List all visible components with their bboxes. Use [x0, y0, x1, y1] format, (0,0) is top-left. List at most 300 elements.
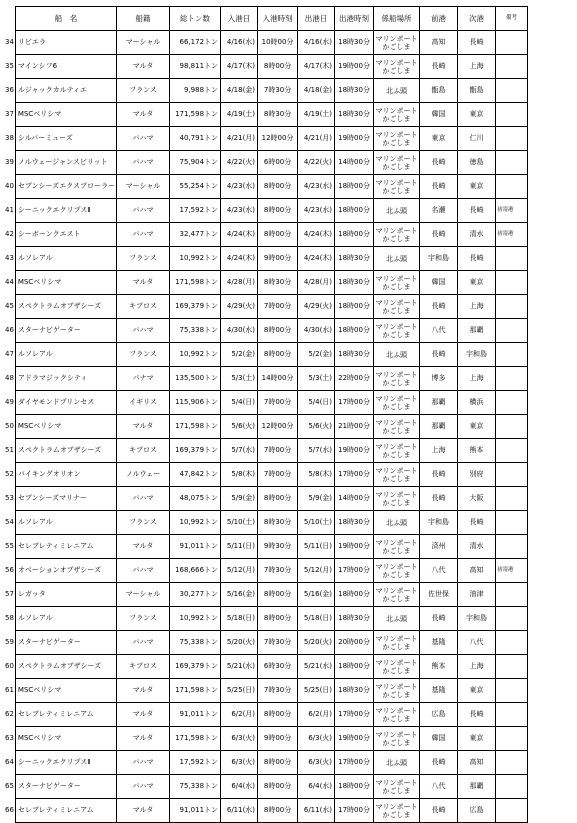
- previous-port-cell: 長崎: [420, 55, 458, 79]
- note-cell: [496, 79, 528, 103]
- previous-port-cell: 宇和島: [420, 511, 458, 535]
- note-cell: [496, 271, 528, 295]
- row-number-cell: 48: [5, 373, 14, 382]
- departure-date-cell: 4/19(土): [298, 103, 335, 127]
- flag-cell: フランス: [117, 79, 170, 103]
- previous-port-cell: 八代: [420, 775, 458, 799]
- next-port-cell: 長崎: [458, 247, 496, 271]
- departure-date-cell: 4/24(木): [298, 247, 335, 271]
- next-port-cell: 大阪: [458, 487, 496, 511]
- next-port-cell: 熊本: [458, 439, 496, 463]
- tonnage-cell: 91,011トン: [170, 535, 221, 559]
- note-cell: [496, 487, 528, 511]
- table-row: [4, 319, 528, 343]
- next-port-cell: 東京: [458, 271, 496, 295]
- arrival-time-cell: 8時00分: [258, 175, 298, 199]
- flag-cell: バハマ: [117, 199, 170, 223]
- table-row: [4, 535, 528, 559]
- next-port-cell: 上海: [458, 655, 496, 679]
- tonnage-cell: 40,791トン: [170, 127, 221, 151]
- next-port-cell: 那覇: [458, 319, 496, 343]
- ship-name-cell: アドラマジックシティ: [15, 367, 116, 391]
- next-port-cell: 広島: [458, 799, 496, 823]
- table-row: [4, 199, 528, 223]
- note-cell: [496, 727, 528, 751]
- ship-name-cell: MSCベリシマ: [15, 415, 116, 439]
- row-number-cell: 34: [5, 37, 14, 46]
- note-cell: [496, 607, 528, 631]
- table-row: [4, 631, 528, 655]
- table-row: [4, 607, 528, 631]
- departure-time-cell: 18時30分: [335, 271, 374, 295]
- next-port-cell: 上海: [458, 367, 496, 391]
- flag-cell: バハマ: [117, 151, 170, 175]
- departure-date-cell: 5/9(金): [298, 487, 335, 511]
- departure-time-cell: 17時00分: [335, 463, 374, 487]
- berth-cell: マリンポート かごしま: [374, 535, 420, 559]
- flag-cell: マルタ: [117, 55, 170, 79]
- arrival-date-cell: 6/11(水): [221, 799, 258, 823]
- table-row: [4, 223, 528, 247]
- next-port-cell: 東京: [458, 175, 496, 199]
- arrival-date-cell: 4/24(木): [221, 223, 258, 247]
- previous-port-cell: 基隆: [420, 679, 458, 703]
- tonnage-cell: 75,338トン: [170, 631, 221, 655]
- previous-port-cell: 済州: [420, 535, 458, 559]
- departure-time-cell: 18時00分: [335, 199, 374, 223]
- ship-name-cell: スターナビゲーター: [15, 775, 116, 799]
- next-port-cell: 東京: [458, 103, 496, 127]
- previous-port-cell: 長崎: [420, 799, 458, 823]
- departure-date-cell: 5/7(水): [298, 439, 335, 463]
- departure-date-cell: 5/6(火): [298, 415, 335, 439]
- next-port-cell: 那覇: [458, 775, 496, 799]
- departure-time-cell: 18時00分: [335, 175, 374, 199]
- departure-date-cell: 4/29(火): [298, 295, 335, 319]
- next-port-cell: 東京: [458, 415, 496, 439]
- table-row: [4, 31, 528, 55]
- flag-cell: バハマ: [117, 751, 170, 775]
- arrival-date-cell: 5/11(日): [221, 535, 258, 559]
- berth-cell: マリンポート かごしま: [374, 439, 420, 463]
- flag-cell: キプロス: [117, 655, 170, 679]
- previous-port-cell: 名瀬: [420, 199, 458, 223]
- departure-date-cell: 4/28(月): [298, 271, 335, 295]
- ship-name-cell: ルソレアル: [15, 247, 116, 271]
- departure-time-cell: 18時30分: [335, 31, 374, 55]
- table-row: [4, 727, 528, 751]
- note-cell: [496, 655, 528, 679]
- next-port-cell: 長崎: [458, 703, 496, 727]
- flag-cell: マルタ: [117, 799, 170, 823]
- ship-name-cell: セブンシーズエクスプローラー: [15, 175, 116, 199]
- table-row: [4, 415, 528, 439]
- arrival-date-cell: 4/19(土): [221, 103, 258, 127]
- arrival-time-cell: 9時00分: [258, 727, 298, 751]
- tonnage-cell: 47,842トン: [170, 463, 221, 487]
- cruise-schedule-table: [4, 6, 528, 823]
- next-port-cell: 東京: [458, 679, 496, 703]
- row-number-cell: 50: [5, 421, 14, 430]
- arrival-time-cell: 8時30分: [258, 511, 298, 535]
- berth-cell: マリンポート かごしま: [374, 127, 420, 151]
- next-port-cell: 上海: [458, 55, 496, 79]
- row-number-cell: 65: [5, 781, 14, 790]
- row-number-cell: 61: [5, 685, 14, 694]
- flag-cell: フランス: [117, 343, 170, 367]
- berth-cell: マリンポート かごしま: [374, 727, 420, 751]
- berth-cell: マリンポート かごしま: [374, 631, 420, 655]
- previous-port-cell: 長崎: [420, 151, 458, 175]
- row-number-cell: 40: [5, 181, 14, 190]
- arrival-time-cell: 12時00分: [258, 127, 298, 151]
- departure-date-cell: 5/11(日): [298, 535, 335, 559]
- departure-date-cell: 5/20(火): [298, 631, 335, 655]
- table-row: [4, 775, 528, 799]
- berth-cell: マリンポート かごしま: [374, 583, 420, 607]
- flag-cell: ノルウェー: [117, 463, 170, 487]
- departure-time-cell: 18時00分: [335, 583, 374, 607]
- tonnage-cell: 171,598トン: [170, 103, 221, 127]
- departure-date-cell: 4/17(木): [298, 55, 335, 79]
- next-port-cell: 東京: [458, 727, 496, 751]
- departure-date-cell: 6/3(火): [298, 727, 335, 751]
- ship-name-cell: スターナビゲーター: [15, 631, 116, 655]
- previous-port-cell: 那覇: [420, 391, 458, 415]
- departure-date-cell: 4/18(金): [298, 79, 335, 103]
- flag-cell: バハマ: [117, 775, 170, 799]
- ship-name-cell: セブンシーズマリナー: [15, 487, 116, 511]
- ship-name-cell: ルソレアル: [15, 511, 116, 535]
- departure-time-cell: 18時30分: [335, 679, 374, 703]
- previous-port-cell: 博多: [420, 367, 458, 391]
- arrival-date-cell: 4/17(木): [221, 55, 258, 79]
- arrival-date-cell: 5/7(水): [221, 439, 258, 463]
- departure-time-cell: 19時00分: [335, 535, 374, 559]
- header-flag: 船籍: [117, 7, 170, 31]
- next-port-cell: 徳島: [458, 151, 496, 175]
- arrival-date-cell: 4/16(水): [221, 31, 258, 55]
- flag-cell: バハマ: [117, 223, 170, 247]
- flag-cell: マルタ: [117, 415, 170, 439]
- previous-port-cell: 東京: [420, 127, 458, 151]
- row-number-cell: 47: [5, 349, 14, 358]
- ship-name-cell: ルソレアル: [15, 343, 116, 367]
- table-row: [4, 463, 528, 487]
- previous-port-cell: 長崎: [420, 463, 458, 487]
- row-number-cell: 41: [5, 205, 14, 214]
- departure-time-cell: 18時30分: [335, 607, 374, 631]
- tonnage-cell: 66,172トン: [170, 31, 221, 55]
- note-cell: [496, 631, 528, 655]
- flag-cell: マルタ: [117, 703, 170, 727]
- tonnage-cell: 75,338トン: [170, 319, 221, 343]
- previous-port-cell: 上海: [420, 439, 458, 463]
- berth-cell: 北ふ頭: [374, 343, 420, 367]
- note-cell: [496, 103, 528, 127]
- ship-name-cell: ノルウェージャンスピリット: [15, 151, 116, 175]
- flag-cell: バハマ: [117, 559, 170, 583]
- table-row: [4, 391, 528, 415]
- arrival-time-cell: 7時30分: [258, 631, 298, 655]
- arrival-date-cell: 4/30(水): [221, 319, 258, 343]
- flag-cell: イギリス: [117, 391, 170, 415]
- arrival-time-cell: 8時00分: [258, 223, 298, 247]
- ship-name-cell: シルバーミューズ: [15, 127, 116, 151]
- header-departure-time: 出港時刻: [335, 7, 374, 31]
- flag-cell: バハマ: [117, 319, 170, 343]
- header-berth: 係船場所: [374, 7, 420, 31]
- departure-time-cell: 18時00分: [335, 295, 374, 319]
- ship-name-cell: リビエラ: [15, 31, 116, 55]
- berth-cell: マリンポート かごしま: [374, 799, 420, 823]
- arrival-time-cell: 14時00分: [258, 367, 298, 391]
- tonnage-cell: 98,811トン: [170, 55, 221, 79]
- arrival-time-cell: 6時30分: [258, 655, 298, 679]
- row-number-cell: 60: [5, 661, 14, 670]
- departure-time-cell: 17時00分: [335, 799, 374, 823]
- ship-name-cell: セレブレティミレニアム: [15, 799, 116, 823]
- tonnage-cell: 91,011トン: [170, 703, 221, 727]
- row-number-cell: 42: [5, 229, 14, 238]
- table-row: [4, 79, 528, 103]
- arrival-date-cell: 4/29(火): [221, 295, 258, 319]
- departure-date-cell: 4/30(水): [298, 319, 335, 343]
- tonnage-cell: 9,988トン: [170, 79, 221, 103]
- arrival-time-cell: 8時00分: [258, 487, 298, 511]
- tonnage-cell: 171,598トン: [170, 271, 221, 295]
- departure-date-cell: 6/4(水): [298, 775, 335, 799]
- table-row: [4, 151, 528, 175]
- next-port-cell: 横浜: [458, 391, 496, 415]
- note-cell: [496, 775, 528, 799]
- arrival-time-cell: 7時30分: [258, 679, 298, 703]
- note-cell: [496, 127, 528, 151]
- berth-cell: マリンポート かごしま: [374, 271, 420, 295]
- next-port-cell: 八代: [458, 631, 496, 655]
- row-number-cell: 57: [5, 589, 14, 598]
- departure-date-cell: 5/25(日): [298, 679, 335, 703]
- tonnage-cell: 169,379トン: [170, 655, 221, 679]
- berth-cell: マリンポート かごしま: [374, 151, 420, 175]
- header-previous-port: 前港: [420, 7, 458, 31]
- departure-date-cell: 6/3(火): [298, 751, 335, 775]
- header-note: 備考: [496, 7, 528, 31]
- departure-date-cell: 4/16(水): [298, 31, 335, 55]
- departure-time-cell: 17時00分: [335, 751, 374, 775]
- ship-name-cell: ルジャックカルティエ: [15, 79, 116, 103]
- departure-time-cell: 14時00分: [335, 151, 374, 175]
- departure-date-cell: 5/8(木): [298, 463, 335, 487]
- tonnage-cell: 171,598トン: [170, 415, 221, 439]
- arrival-time-cell: 8時00分: [258, 607, 298, 631]
- ship-name-cell: オベーションオブザシーズ: [15, 559, 116, 583]
- berth-cell: マリンポート かごしま: [374, 703, 420, 727]
- next-port-cell: 別府: [458, 463, 496, 487]
- table-row: [4, 247, 528, 271]
- header-number: [4, 7, 15, 31]
- departure-time-cell: 19時00分: [335, 55, 374, 79]
- tonnage-cell: 91,011トン: [170, 799, 221, 823]
- berth-cell: マリンポート かごしま: [374, 175, 420, 199]
- ship-name-cell: ダイヤモンドプリンセス: [15, 391, 116, 415]
- table-row: [4, 655, 528, 679]
- note-cell: [496, 151, 528, 175]
- berth-cell: 北ふ頭: [374, 199, 420, 223]
- table-row: [4, 583, 528, 607]
- flag-cell: マルタ: [117, 679, 170, 703]
- berth-cell: 北ふ頭: [374, 79, 420, 103]
- flag-cell: マルタ: [117, 103, 170, 127]
- row-number-cell: 59: [5, 637, 14, 646]
- arrival-date-cell: 5/8(木): [221, 463, 258, 487]
- departure-date-cell: 6/11(水): [298, 799, 335, 823]
- row-number-cell: 35: [5, 61, 14, 70]
- table-row: [4, 295, 528, 319]
- berth-cell: マリンポート かごしま: [374, 391, 420, 415]
- arrival-time-cell: 10時00分: [258, 31, 298, 55]
- table-row: [4, 439, 528, 463]
- next-port-cell: 油津: [458, 583, 496, 607]
- flag-cell: キプロス: [117, 295, 170, 319]
- arrival-time-cell: 8時30分: [258, 103, 298, 127]
- arrival-time-cell: 7時30分: [258, 79, 298, 103]
- departure-time-cell: 19時00分: [335, 439, 374, 463]
- arrival-time-cell: 8時00分: [258, 751, 298, 775]
- arrival-date-cell: 4/24(木): [221, 247, 258, 271]
- table-row: [4, 103, 528, 127]
- table-row: [4, 367, 528, 391]
- tonnage-cell: 135,500トン: [170, 367, 221, 391]
- row-number-cell: 55: [5, 541, 14, 550]
- departure-time-cell: 19時00分: [335, 727, 374, 751]
- arrival-date-cell: 5/12(月): [221, 559, 258, 583]
- previous-port-cell: 韓国: [420, 103, 458, 127]
- ship-name-cell: シーボーンクエスト: [15, 223, 116, 247]
- arrival-time-cell: 9時30分: [258, 535, 298, 559]
- note-cell: [496, 175, 528, 199]
- flag-cell: キプロス: [117, 439, 170, 463]
- berth-cell: マリンポート かごしま: [374, 559, 420, 583]
- previous-port-cell: 長崎: [420, 607, 458, 631]
- next-port-cell: 清水: [458, 535, 496, 559]
- note-cell: [496, 55, 528, 79]
- note-cell: 初寄港: [496, 199, 528, 223]
- header-ship-name: 船 名: [15, 7, 116, 31]
- arrival-date-cell: 6/3(火): [221, 727, 258, 751]
- departure-time-cell: 18時30分: [335, 511, 374, 535]
- tonnage-cell: 75,904トン: [170, 151, 221, 175]
- arrival-date-cell: 6/4(水): [221, 775, 258, 799]
- berth-cell: マリンポート かごしま: [374, 367, 420, 391]
- tonnage-cell: 115,906トン: [170, 391, 221, 415]
- flag-cell: マルタ: [117, 727, 170, 751]
- ship-name-cell: シーニックエクリプスⅡ: [15, 751, 116, 775]
- previous-port-cell: 長崎: [420, 223, 458, 247]
- berth-cell: マリンポート かごしま: [374, 31, 420, 55]
- header-row: [4, 7, 528, 31]
- departure-date-cell: 5/21(水): [298, 655, 335, 679]
- arrival-date-cell: 5/9(金): [221, 487, 258, 511]
- previous-port-cell: 基隆: [420, 631, 458, 655]
- note-cell: [496, 415, 528, 439]
- arrival-date-cell: 5/20(火): [221, 631, 258, 655]
- flag-cell: マーシャル: [117, 175, 170, 199]
- table-row: [4, 559, 528, 583]
- previous-port-cell: 長崎: [420, 751, 458, 775]
- departure-date-cell: 6/2(月): [298, 703, 335, 727]
- next-port-cell: 長崎: [458, 31, 496, 55]
- row-number-cell: 53: [5, 493, 14, 502]
- flag-cell: フランス: [117, 511, 170, 535]
- row-number-cell: 54: [5, 517, 14, 526]
- table-row: [4, 175, 528, 199]
- next-port-cell: 宇和島: [458, 607, 496, 631]
- next-port-cell: 清水: [458, 223, 496, 247]
- berth-cell: マリンポート かごしま: [374, 463, 420, 487]
- note-cell: [496, 751, 528, 775]
- arrival-date-cell: 4/23(水): [221, 175, 258, 199]
- departure-date-cell: 5/12(月): [298, 559, 335, 583]
- note-cell: 初寄港: [496, 559, 528, 583]
- tonnage-cell: 171,598トン: [170, 727, 221, 751]
- row-number-cell: 66: [5, 805, 14, 814]
- note-cell: [496, 439, 528, 463]
- row-number-cell: 56: [5, 565, 14, 574]
- berth-cell: 北ふ頭: [374, 751, 420, 775]
- arrival-time-cell: 8時00分: [258, 199, 298, 223]
- next-port-cell: 宇和島: [458, 343, 496, 367]
- arrival-time-cell: 9時00分: [258, 247, 298, 271]
- tonnage-cell: 48,075トン: [170, 487, 221, 511]
- ship-name-cell: スターナビゲーター: [15, 319, 116, 343]
- departure-time-cell: 22時00分: [335, 367, 374, 391]
- arrival-date-cell: 4/28(月): [221, 271, 258, 295]
- berth-cell: マリンポート かごしま: [374, 295, 420, 319]
- note-cell: [496, 247, 528, 271]
- arrival-time-cell: 8時00分: [258, 703, 298, 727]
- departure-time-cell: 17時00分: [335, 391, 374, 415]
- berth-cell: マリンポート かごしま: [374, 679, 420, 703]
- arrival-time-cell: 8時00分: [258, 775, 298, 799]
- table-row: [4, 55, 528, 79]
- table-row: [4, 751, 528, 775]
- departure-time-cell: 18時00分: [335, 223, 374, 247]
- header-arrival-time: 入港時刻: [258, 7, 298, 31]
- flag-cell: マーシャル: [117, 31, 170, 55]
- arrival-date-cell: 5/10(土): [221, 511, 258, 535]
- row-number-cell: 44: [5, 277, 14, 286]
- tonnage-cell: 168,666トン: [170, 559, 221, 583]
- arrival-date-cell: 6/3(火): [221, 751, 258, 775]
- schedule-body: [4, 31, 528, 823]
- tonnage-cell: 10,992トン: [170, 511, 221, 535]
- flag-cell: マーシャル: [117, 583, 170, 607]
- arrival-time-cell: 7時00分: [258, 439, 298, 463]
- header-departure-date: 出港日: [298, 7, 335, 31]
- departure-date-cell: 5/16(金): [298, 583, 335, 607]
- arrival-date-cell: 5/25(日): [221, 679, 258, 703]
- previous-port-cell: 長崎: [420, 487, 458, 511]
- arrival-time-cell: 8時00分: [258, 799, 298, 823]
- previous-port-cell: 八代: [420, 319, 458, 343]
- header-arrival-date: 入港日: [221, 7, 258, 31]
- row-number-cell: 58: [5, 613, 14, 622]
- header-tonnage: 総トン数: [170, 7, 221, 31]
- row-number-cell: 38: [5, 133, 14, 142]
- arrival-date-cell: 4/21(月): [221, 127, 258, 151]
- table-row: [4, 487, 528, 511]
